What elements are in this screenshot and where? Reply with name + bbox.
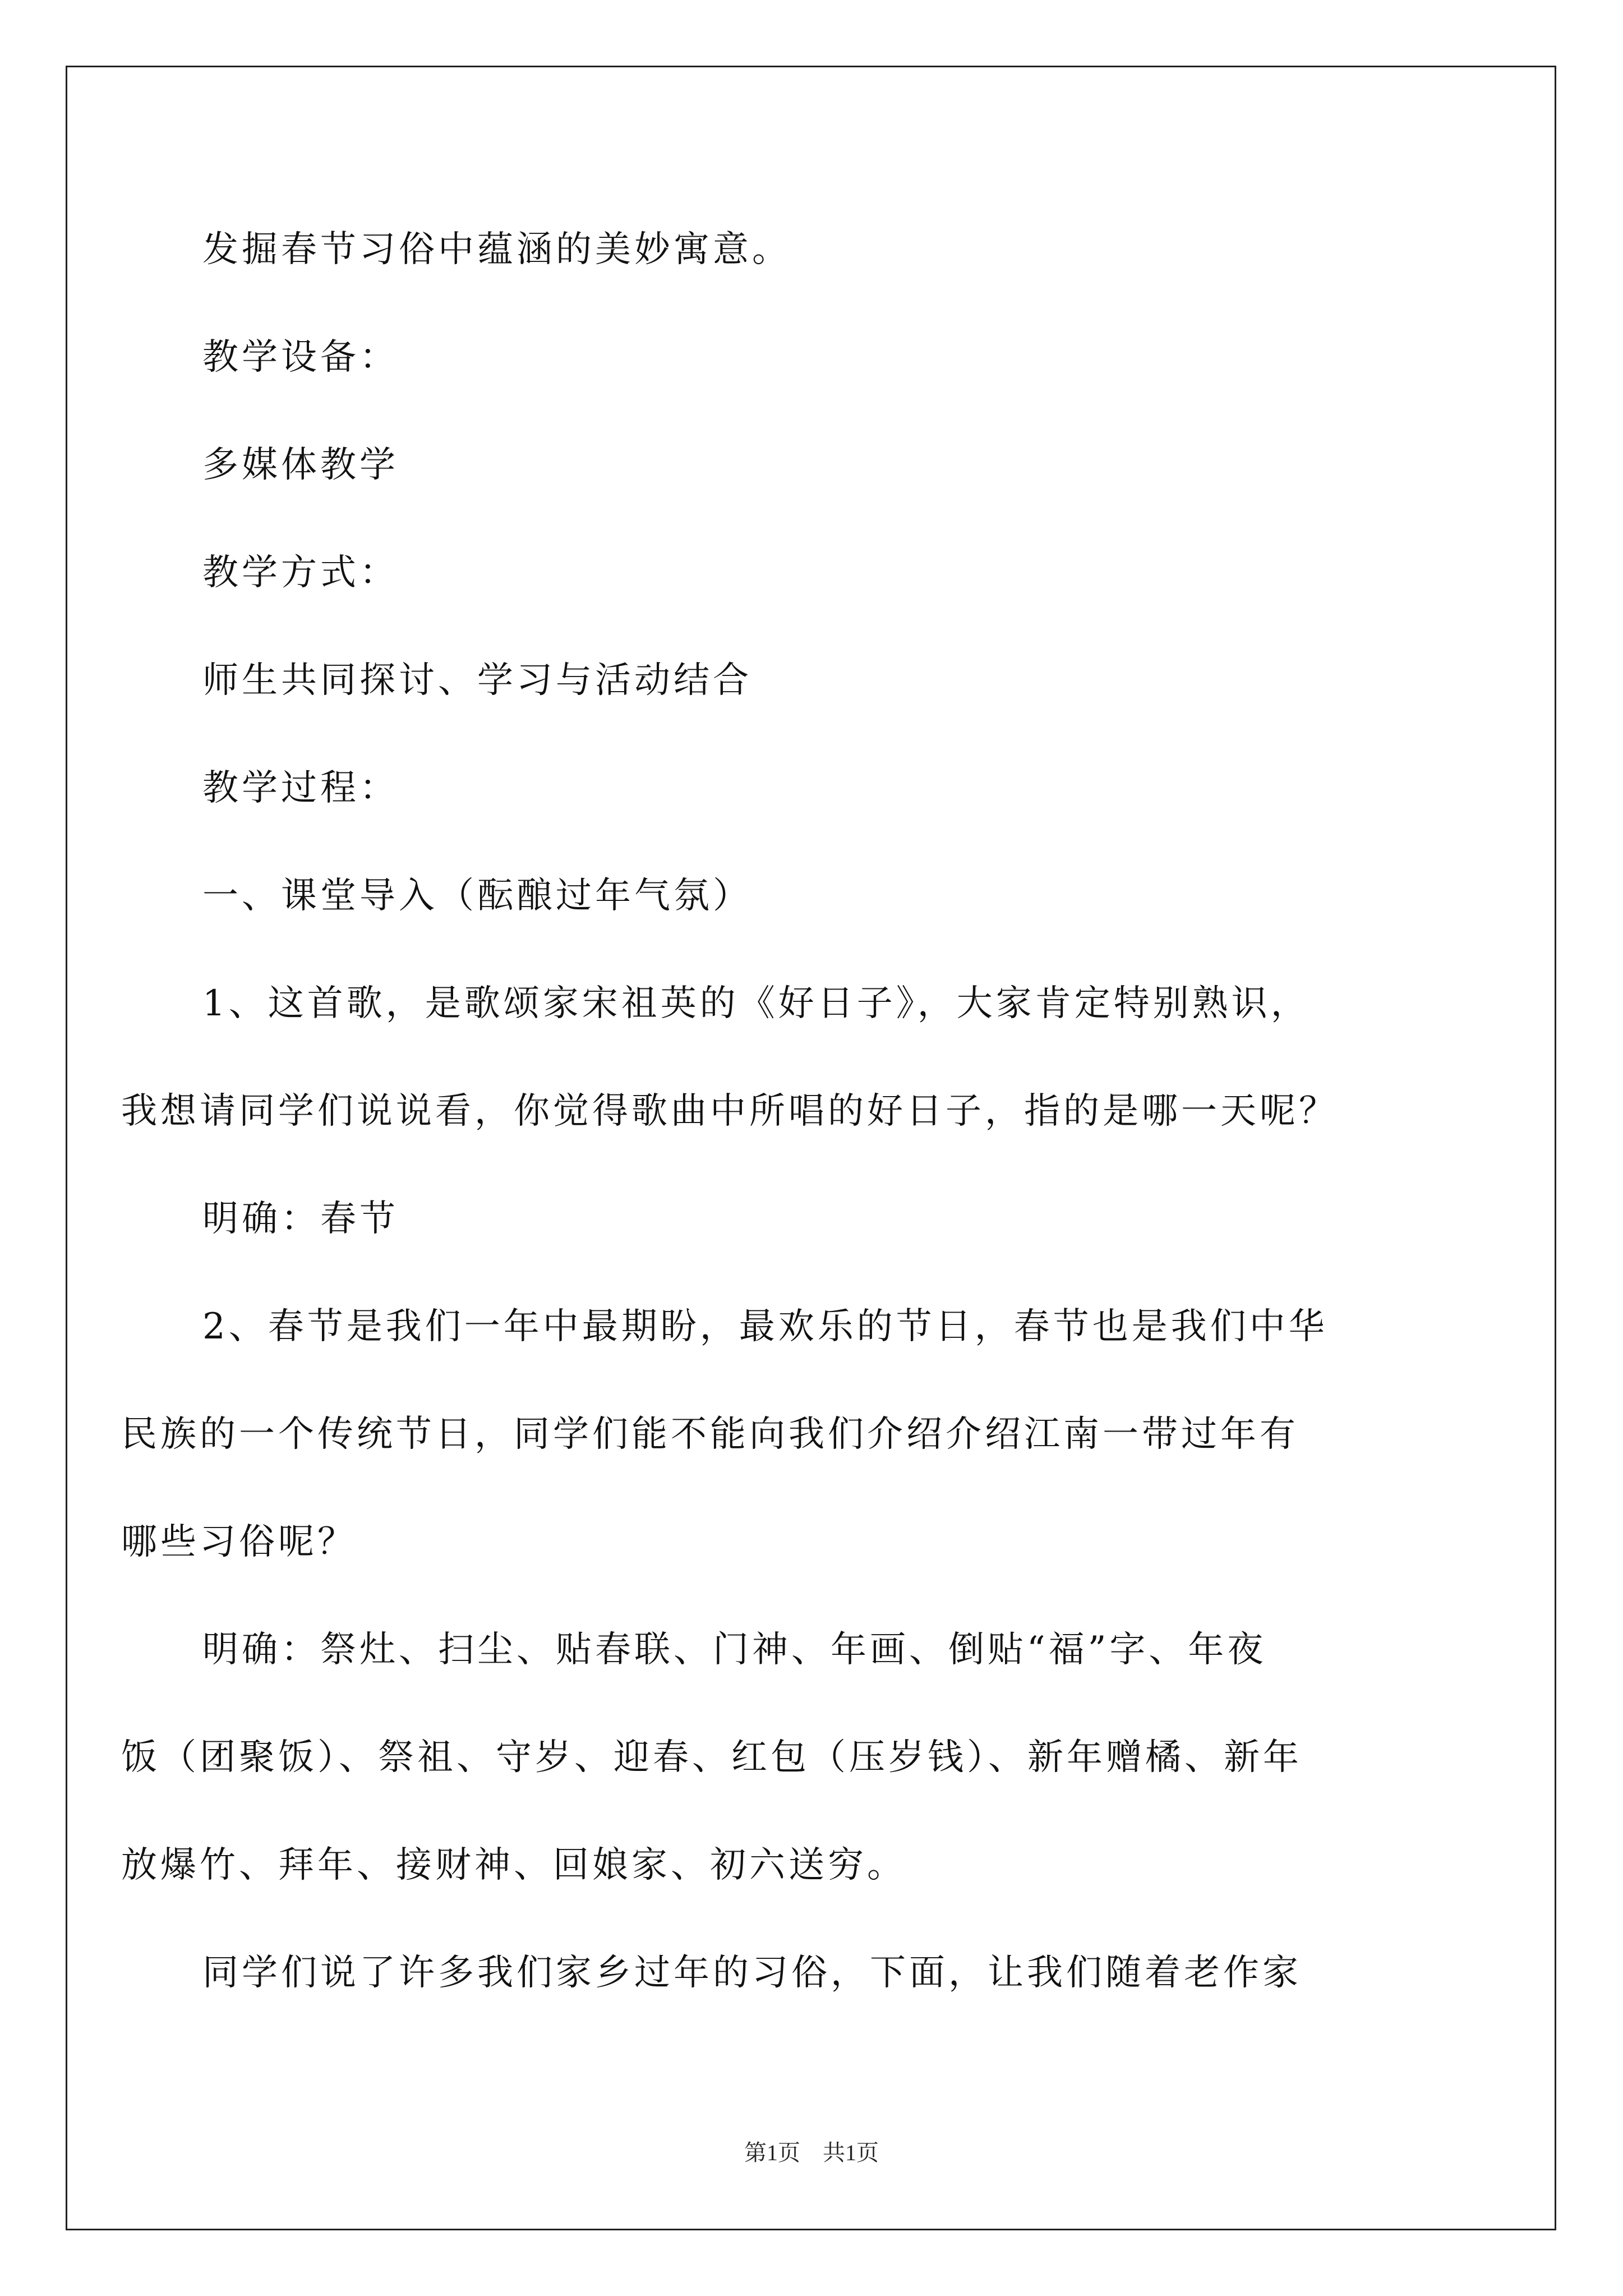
text-line: 教学设备： xyxy=(202,337,399,378)
text-line: 明确：祭灶、扫尘、贴春联、门神、年画、倒贴“福”字、年夜 xyxy=(202,1629,1267,1671)
text-line: 明确：春节 xyxy=(202,1198,399,1240)
text-line: 民族的一个传统节日，同学们能不能向我们介绍介绍江南一带过年有 xyxy=(121,1414,1299,1455)
section-heading: 一、课堂导入（酝酿过年气氛） xyxy=(202,875,752,917)
text-line: 饭（团聚饭）、祭祖、守岁、迎春、红包（压岁钱）、新年赠橘、新年 xyxy=(121,1737,1302,1778)
text-line: 教学过程： xyxy=(202,767,399,809)
text-line: 我想请同学们说说看，你觉得歌曲中所唱的好日子，指的是哪一天呢？ xyxy=(121,1091,1338,1132)
text-line: 1、这首歌，是歌颂家宋祖英的《好日子》，大家肯定特别熟识， xyxy=(202,983,1310,1024)
page-footer: 第1页 共1页 xyxy=(744,2140,879,2165)
text-line: 师生共同探讨、学习与活动结合 xyxy=(202,660,752,701)
text-line: 放爆竹、拜年、接财神、回娘家、初六送穷。 xyxy=(121,1844,906,1886)
text-line: 同学们说了许多我们家乡过年的习俗，下面，让我们随着老作家 xyxy=(202,1952,1302,1994)
text-line: 哪些习俗呢？ xyxy=(121,1521,357,1563)
text-line: 发掘春节习俗中蕴涵的美妙寓意。 xyxy=(202,229,791,270)
text-line: 多媒体教学 xyxy=(202,444,399,486)
page-border xyxy=(66,66,1556,2230)
text-line: 教学方式： xyxy=(202,552,399,593)
text-line: 2、春节是我们一年中最期盼，最欢乐的节日，春节也是我们中华 xyxy=(202,1306,1328,1347)
